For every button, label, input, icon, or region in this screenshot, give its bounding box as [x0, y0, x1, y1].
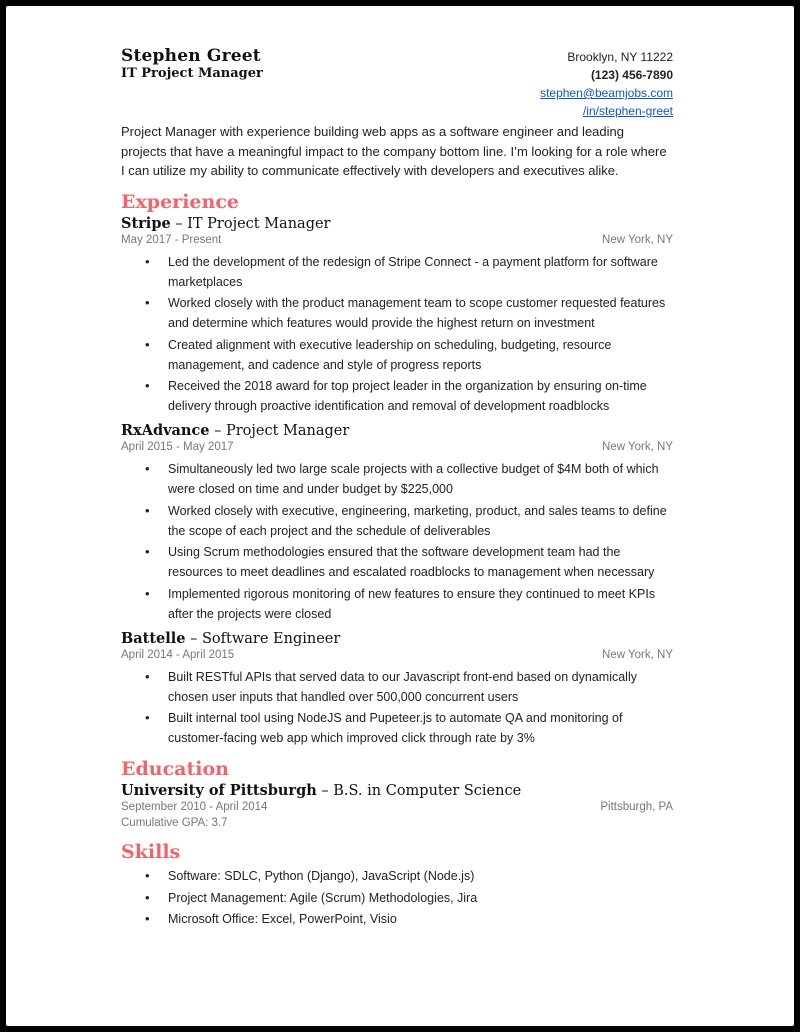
contact-email-link[interactable]: stephen@beamjobs.com — [540, 86, 673, 100]
resume-page — [6, 6, 794, 1026]
skills-list — [121, 866, 673, 929]
job-role: – Project Manager — [209, 423, 350, 439]
skills-heading: Skills — [121, 841, 181, 863]
bullet-item: • Implemented rigorous monitoring of new features to ensure they continued to meet KPIs after the projects were closed — [121, 584, 673, 624]
contact-phone: (123) 456-7890 — [590, 68, 673, 82]
resume-header — [121, 42, 673, 120]
job-company: Battelle — [121, 629, 186, 647]
bullet-item: • Worked closely with the product management team to scope customer requested features and determine which features would provide the highest return on investment — [121, 293, 673, 333]
job-dates: May 2017 - Present — [121, 233, 222, 246]
job-bullets — [121, 252, 673, 417]
job-header — [121, 422, 673, 439]
education-degree: – B.S. in Computer Science — [316, 783, 522, 799]
resume-content — [121, 42, 673, 935]
bullet-item: • Built RESTful APIs that served data to our Javascript front-end based on dynamically chosen user inputs that handled over 500,000 concurrent users — [121, 667, 673, 707]
job-bullets — [121, 459, 673, 624]
job-entry — [121, 630, 673, 749]
education-meta — [121, 799, 673, 816]
education-dates: September 2010 - April 2014 — [121, 801, 268, 813]
candidate-title: IT Project Manager — [121, 66, 263, 81]
bullet-item: • Using Scrum methodologies ensured that the software development team had the resources to meet deadlines and escalated roadblocks to management when necessary — [121, 542, 673, 582]
education-header — [121, 782, 673, 799]
bullet-item: • Built internal tool using NodeJS and Pupeteer.js to automate QA and monitoring of customer-facing web app which improved click through rate by 3% — [121, 708, 673, 748]
job-company: RxAdvance — [121, 422, 210, 439]
skill-item: • Project Management: Agile (Scrum) Methodologies, Jira — [121, 888, 673, 908]
job-meta — [121, 439, 673, 456]
job-role: – IT Project Manager — [170, 215, 331, 232]
job-role: – Software Engineer — [185, 630, 341, 647]
job-dates: April 2014 - April 2015 — [121, 648, 235, 661]
job-entry — [121, 422, 673, 624]
bullet-item: • Created alignment with executive leadership on scheduling, budgeting, resource management, and cadence and style of progress reports — [121, 335, 673, 375]
contact-location: Brooklyn, NY 11222 — [567, 50, 673, 64]
job-entry — [121, 215, 673, 417]
education-entry — [121, 782, 673, 831]
education-school: University of Pittsburgh — [121, 782, 317, 799]
contact-block — [540, 48, 673, 120]
skill-item: • Software: SDLC, Python (Django), JavaScript (Node.js) — [121, 866, 673, 886]
job-company: Stripe — [121, 214, 171, 232]
job-meta — [121, 647, 673, 664]
summary-paragraph: Project Manager with experience building web apps as a software engineer and leading projects that have a meaningful impact to the company bottom line. I’m looking for a role where I can utilize my ability to communicate effectively with developers and executives alike. — [121, 124, 667, 178]
bullet-item: • Received the 2018 award for top project leader in the organization by ensuring on-time delivery through proactive identification and removal of development roadblocks — [121, 376, 673, 416]
bullet-item: • Simultaneously led two large scale projects with a collective budget of $4M both of which were closed on time and under budget by $225,000 — [121, 459, 673, 499]
bullet-item: • Led the development of the redesign of Stripe Connect - a payment platform for software marketplaces — [121, 252, 673, 292]
education-heading: Education — [121, 758, 229, 780]
contact-linkedin-link[interactable]: /in/stephen-greet — [582, 104, 673, 118]
education-gpa: Cumulative GPA: 3.7 — [121, 817, 228, 829]
education-location: Pittsburgh, PA — [600, 801, 673, 813]
job-header — [121, 630, 673, 647]
experience-heading: Experience — [121, 190, 239, 213]
skill-item: • Microsoft Office: Excel, PowerPoint, Visio — [121, 909, 673, 929]
job-location: New York, NY — [602, 233, 673, 246]
job-bullets — [121, 667, 673, 749]
job-meta — [121, 232, 673, 249]
bullet-item: • Worked closely with executive, engineering, marketing, product, and sales teams to define the scope of each project and the schedule of deliverables — [121, 501, 673, 541]
job-header — [121, 215, 673, 232]
job-location: New York, NY — [602, 648, 673, 661]
job-location: New York, NY — [602, 441, 673, 453]
job-dates: April 2015 - May 2017 — [121, 441, 234, 453]
candidate-name: Stephen Greet — [121, 46, 261, 66]
